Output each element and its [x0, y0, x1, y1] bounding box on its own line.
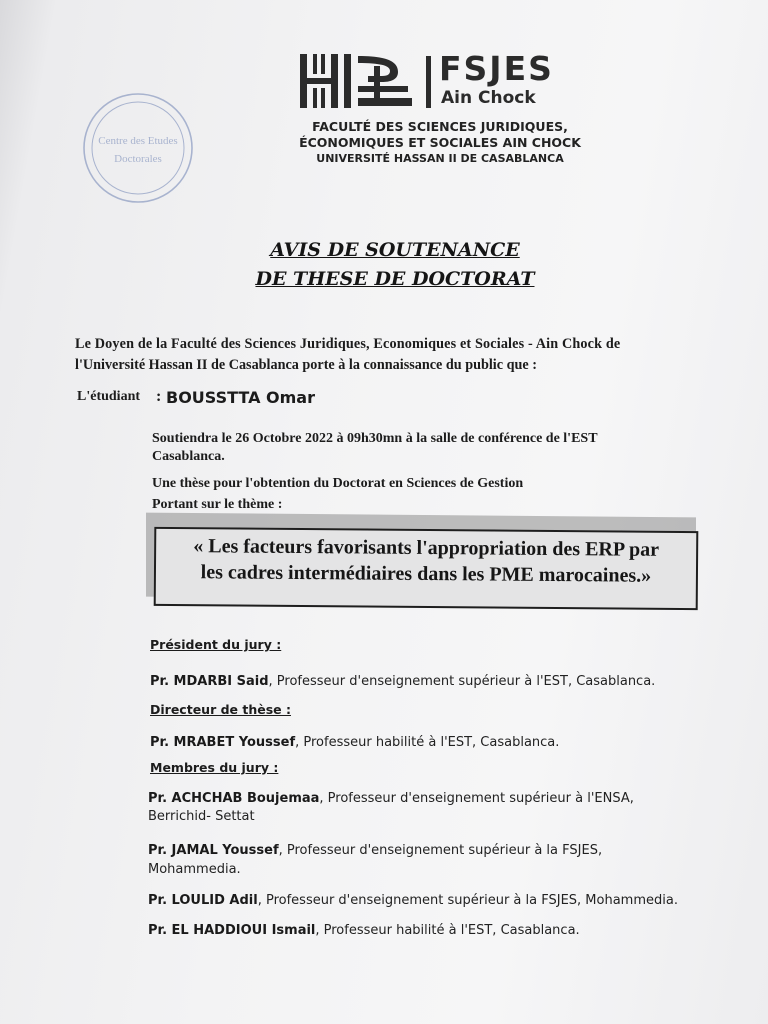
president-entry	[150, 674, 655, 689]
university-emblem-icon	[298, 52, 420, 112]
member-entry	[148, 893, 678, 908]
member-name: Pr. LOULID Adil	[148, 893, 258, 908]
member-entry	[148, 843, 602, 858]
members-heading: Membres du jury :	[150, 760, 279, 775]
director-name: Pr. MRABET Youssef	[150, 735, 296, 750]
member-entry-cont: Berrichid- Settat	[148, 809, 255, 824]
intro-line1: Le Doyen de la Faculté des Sciences Juridiques, Economiques et Sociales - Ain Chock de	[75, 336, 621, 352]
institutional-stamp	[80, 90, 196, 206]
member-entry	[148, 791, 634, 806]
defense-date-line1: Soutiendra le 26 Octobre 2022 à 09h30mn à la salle de conférence de l'EST	[152, 431, 598, 446]
member-entry	[148, 923, 580, 938]
president-role: , Professeur d'enseignement supérieur à l'EST, Casablanca.	[268, 674, 656, 689]
notice-title-line2: DE THESE DE DOCTORAT	[255, 268, 535, 290]
svg-text:Doctorales: Doctorales	[114, 153, 162, 165]
member-name: Pr. EL HADDIOUI Ismail	[148, 923, 316, 938]
university-name: UNIVERSITÉ HASSAN II DE CASABLANCA	[316, 152, 564, 165]
theme-label: Portant sur le thème :	[152, 497, 283, 512]
member-name: Pr. JAMAL Youssef	[148, 843, 279, 858]
thesis-theme-line2: les cadres intermédiaires dans les PME marocaines.»	[200, 561, 652, 587]
president-heading: Président du jury :	[150, 637, 282, 652]
logo-divider	[426, 56, 431, 108]
student-name: BOUSSTTA Omar	[166, 388, 315, 407]
director-role: , Professeur habilité à l'EST, Casablanca.	[295, 735, 560, 750]
student-label: L'étudiant	[77, 389, 141, 404]
svg-text:Centre des Etudes: Centre des Etudes	[98, 135, 178, 147]
fsjes-logo	[298, 49, 588, 112]
president-name: Pr. MDARBI Said	[150, 674, 269, 689]
intro-line2: l'Université Hassan II de Casablanca porte à la connaissance du public que :	[75, 357, 537, 373]
faculty-campus: Ain Chock	[441, 88, 536, 108]
faculty-name-line2: ÉCONOMIQUES ET SOCIALES AIN CHOCK	[299, 135, 581, 150]
member-role: , Professeur d'enseignement supérieur à l'ENSA,	[319, 791, 634, 806]
member-entry-cont: Mohammedia.	[148, 862, 241, 877]
member-role: , Professeur d'enseignement supérieur à la FSJES,	[278, 843, 603, 858]
member-role: , Professeur habilité à l'EST, Casablanca.	[315, 923, 580, 938]
faculty-name-line1: FACULTÉ DES SCIENCES JURIDIQUES,	[312, 119, 568, 134]
thesis-theme-box	[154, 527, 699, 610]
defense-date-line2: Casablanca.	[152, 449, 225, 464]
degree-line: Une thèse pour l'obtention du Doctorat en Sciences de Gestion	[152, 476, 524, 491]
student-separator: :	[156, 388, 162, 405]
member-name: Pr. ACHCHAB Boujemaa	[148, 791, 320, 806]
director-entry	[150, 735, 559, 750]
thesis-theme-line1: « Les facteurs favorisants l'appropriation des ERP par	[193, 535, 660, 561]
director-heading: Directeur de thèse :	[150, 702, 291, 717]
member-role: , Professeur d'enseignement supérieur à la FSJES, Mohammedia.	[257, 893, 678, 908]
notice-title-line1: AVIS DE SOUTENANCE	[270, 239, 520, 261]
faculty-acronym: FSJES	[439, 49, 554, 88]
